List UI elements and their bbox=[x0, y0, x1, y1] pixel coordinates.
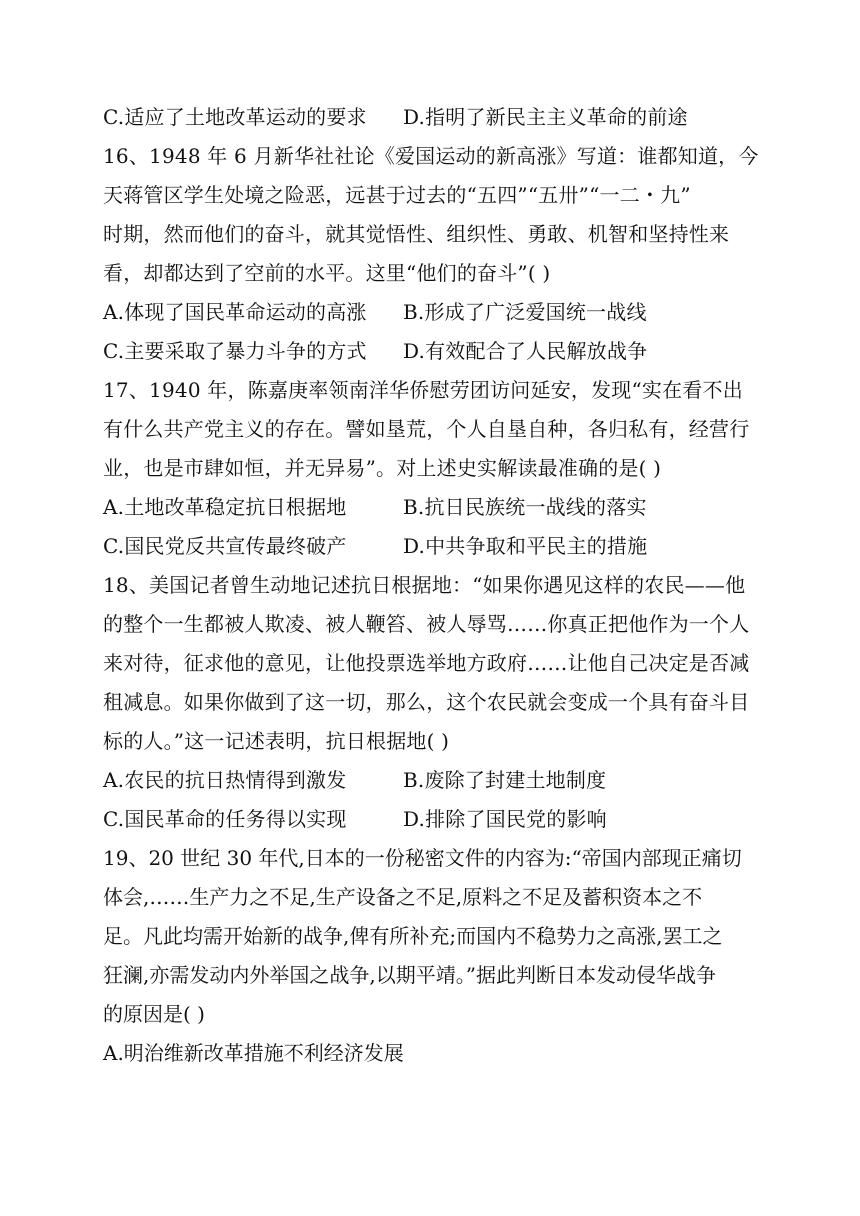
q19-stem-line: 的原因是( ) bbox=[103, 1002, 205, 1026]
q16-option-b[interactable]: B.形成了广泛爱国统一战线 bbox=[403, 300, 647, 324]
q15-option-c[interactable]: C.适应了土地改革运动的要求 bbox=[103, 105, 367, 129]
q18-option-b[interactable]: B.废除了封建土地制度 bbox=[403, 768, 607, 792]
q19-stem-line: 体会,……生产力之不足,生产设备之不足,原料之不足及蓄积资本之不 bbox=[103, 885, 703, 909]
q16-stem-line: 看，却都达到了空前的水平。这里“他们的奋斗”( ) bbox=[103, 261, 551, 285]
q18-option-d[interactable]: D.排除了国民党的影响 bbox=[403, 807, 607, 831]
q16-option-a[interactable]: A.体现了国民革命运动的高涨 bbox=[103, 300, 367, 324]
q18-stem-line: 标的人。”这一记述表明，抗日根据地( ) bbox=[103, 729, 450, 753]
q17-stem-line: 业，也是市肆如恒，并无异易”。对上述史实解读最准确的是( ) bbox=[103, 456, 662, 480]
q17-options-cd bbox=[103, 527, 763, 566]
q18-stem-line: 18、美国记者曾生动地记述抗日根据地：“如果你遇见这样的农民——他 bbox=[103, 573, 746, 597]
question-18 bbox=[103, 566, 763, 839]
q16-stem-line: 时期，然而他们的奋斗，就其觉悟性、组织性、勇敢、机智和坚持性来 bbox=[103, 222, 730, 246]
q18-stem-line: 来对待，征求他的意见，让他投票选举地方政府……让他自己决定是否减 bbox=[103, 651, 750, 675]
q16-stem-line: 16、1948 年 6 月新华社社论《爱国运动的新高涨》写道：谁都知道，今 bbox=[103, 144, 759, 168]
q17-stem-line: 17、1940 年，陈嘉庚率领南洋华侨慰劳团访问延安，发现“实在看不出 bbox=[103, 378, 743, 402]
q17-options-ab bbox=[103, 488, 763, 527]
question-17 bbox=[103, 371, 763, 566]
q18-options-cd bbox=[103, 800, 763, 839]
q17-option-c[interactable]: C.国民党反共宣传最终破产 bbox=[103, 534, 347, 558]
q18-stem-line: 的整个一生都被人欺凌、被人鞭笞、被人辱骂……你真正把他作为一个人 bbox=[103, 612, 750, 636]
q15-options-cd bbox=[103, 98, 763, 137]
q19-stem-line: 狂澜,亦需发动内外举国之战争,以期平靖。”据此判断日本发动侵华战争 bbox=[103, 963, 716, 987]
q16-stem-line: 天蒋管区学生处境之险恶，远甚于过去的“五四”“五卅”“一二・九” bbox=[103, 183, 691, 207]
q18-option-a[interactable]: A.农民的抗日热情得到激发 bbox=[103, 768, 347, 792]
q19-option-a[interactable]: A.明治维新改革措施不利经济发展 bbox=[103, 1041, 404, 1065]
q18-stem-line: 租减息。如果你做到了这一切，那么，这个农民就会变成一个具有奋斗目 bbox=[103, 690, 750, 714]
question-16 bbox=[103, 137, 763, 371]
q17-option-d[interactable]: D.中共争取和平民主的措施 bbox=[403, 534, 648, 558]
q17-option-b[interactable]: B.抗日民族统一战线的落实 bbox=[403, 495, 647, 519]
q18-option-c[interactable]: C.国民革命的任务得以实现 bbox=[103, 807, 347, 831]
q17-option-a[interactable]: A.土地改革稳定抗日根据地 bbox=[103, 495, 347, 519]
q18-options-ab bbox=[103, 761, 763, 800]
question-19 bbox=[103, 839, 763, 1073]
q19-stem-line: 足。凡此均需开始新的战争,俾有所补充;而国内不稳势力之高涨,罢工之 bbox=[103, 924, 723, 948]
q17-stem-line: 有什么共产党主义的存在。譬如垦荒，个人自垦自种，各归私有，经营行 bbox=[103, 417, 750, 441]
q16-option-c[interactable]: C.主要采取了暴力斗争的方式 bbox=[103, 339, 367, 363]
q19-stem-line: 19、20 世纪 30 年代,日本的一份秘密文件的内容为:“帝国内部现正痛切 bbox=[103, 846, 742, 870]
q16-option-d[interactable]: D.有效配合了人民解放战争 bbox=[403, 339, 648, 363]
q16-options-ab bbox=[103, 293, 763, 332]
q16-options-cd bbox=[103, 332, 763, 371]
q15-option-d[interactable]: D.指明了新民主主义革命的前途 bbox=[403, 105, 688, 129]
exam-page bbox=[103, 98, 763, 1073]
